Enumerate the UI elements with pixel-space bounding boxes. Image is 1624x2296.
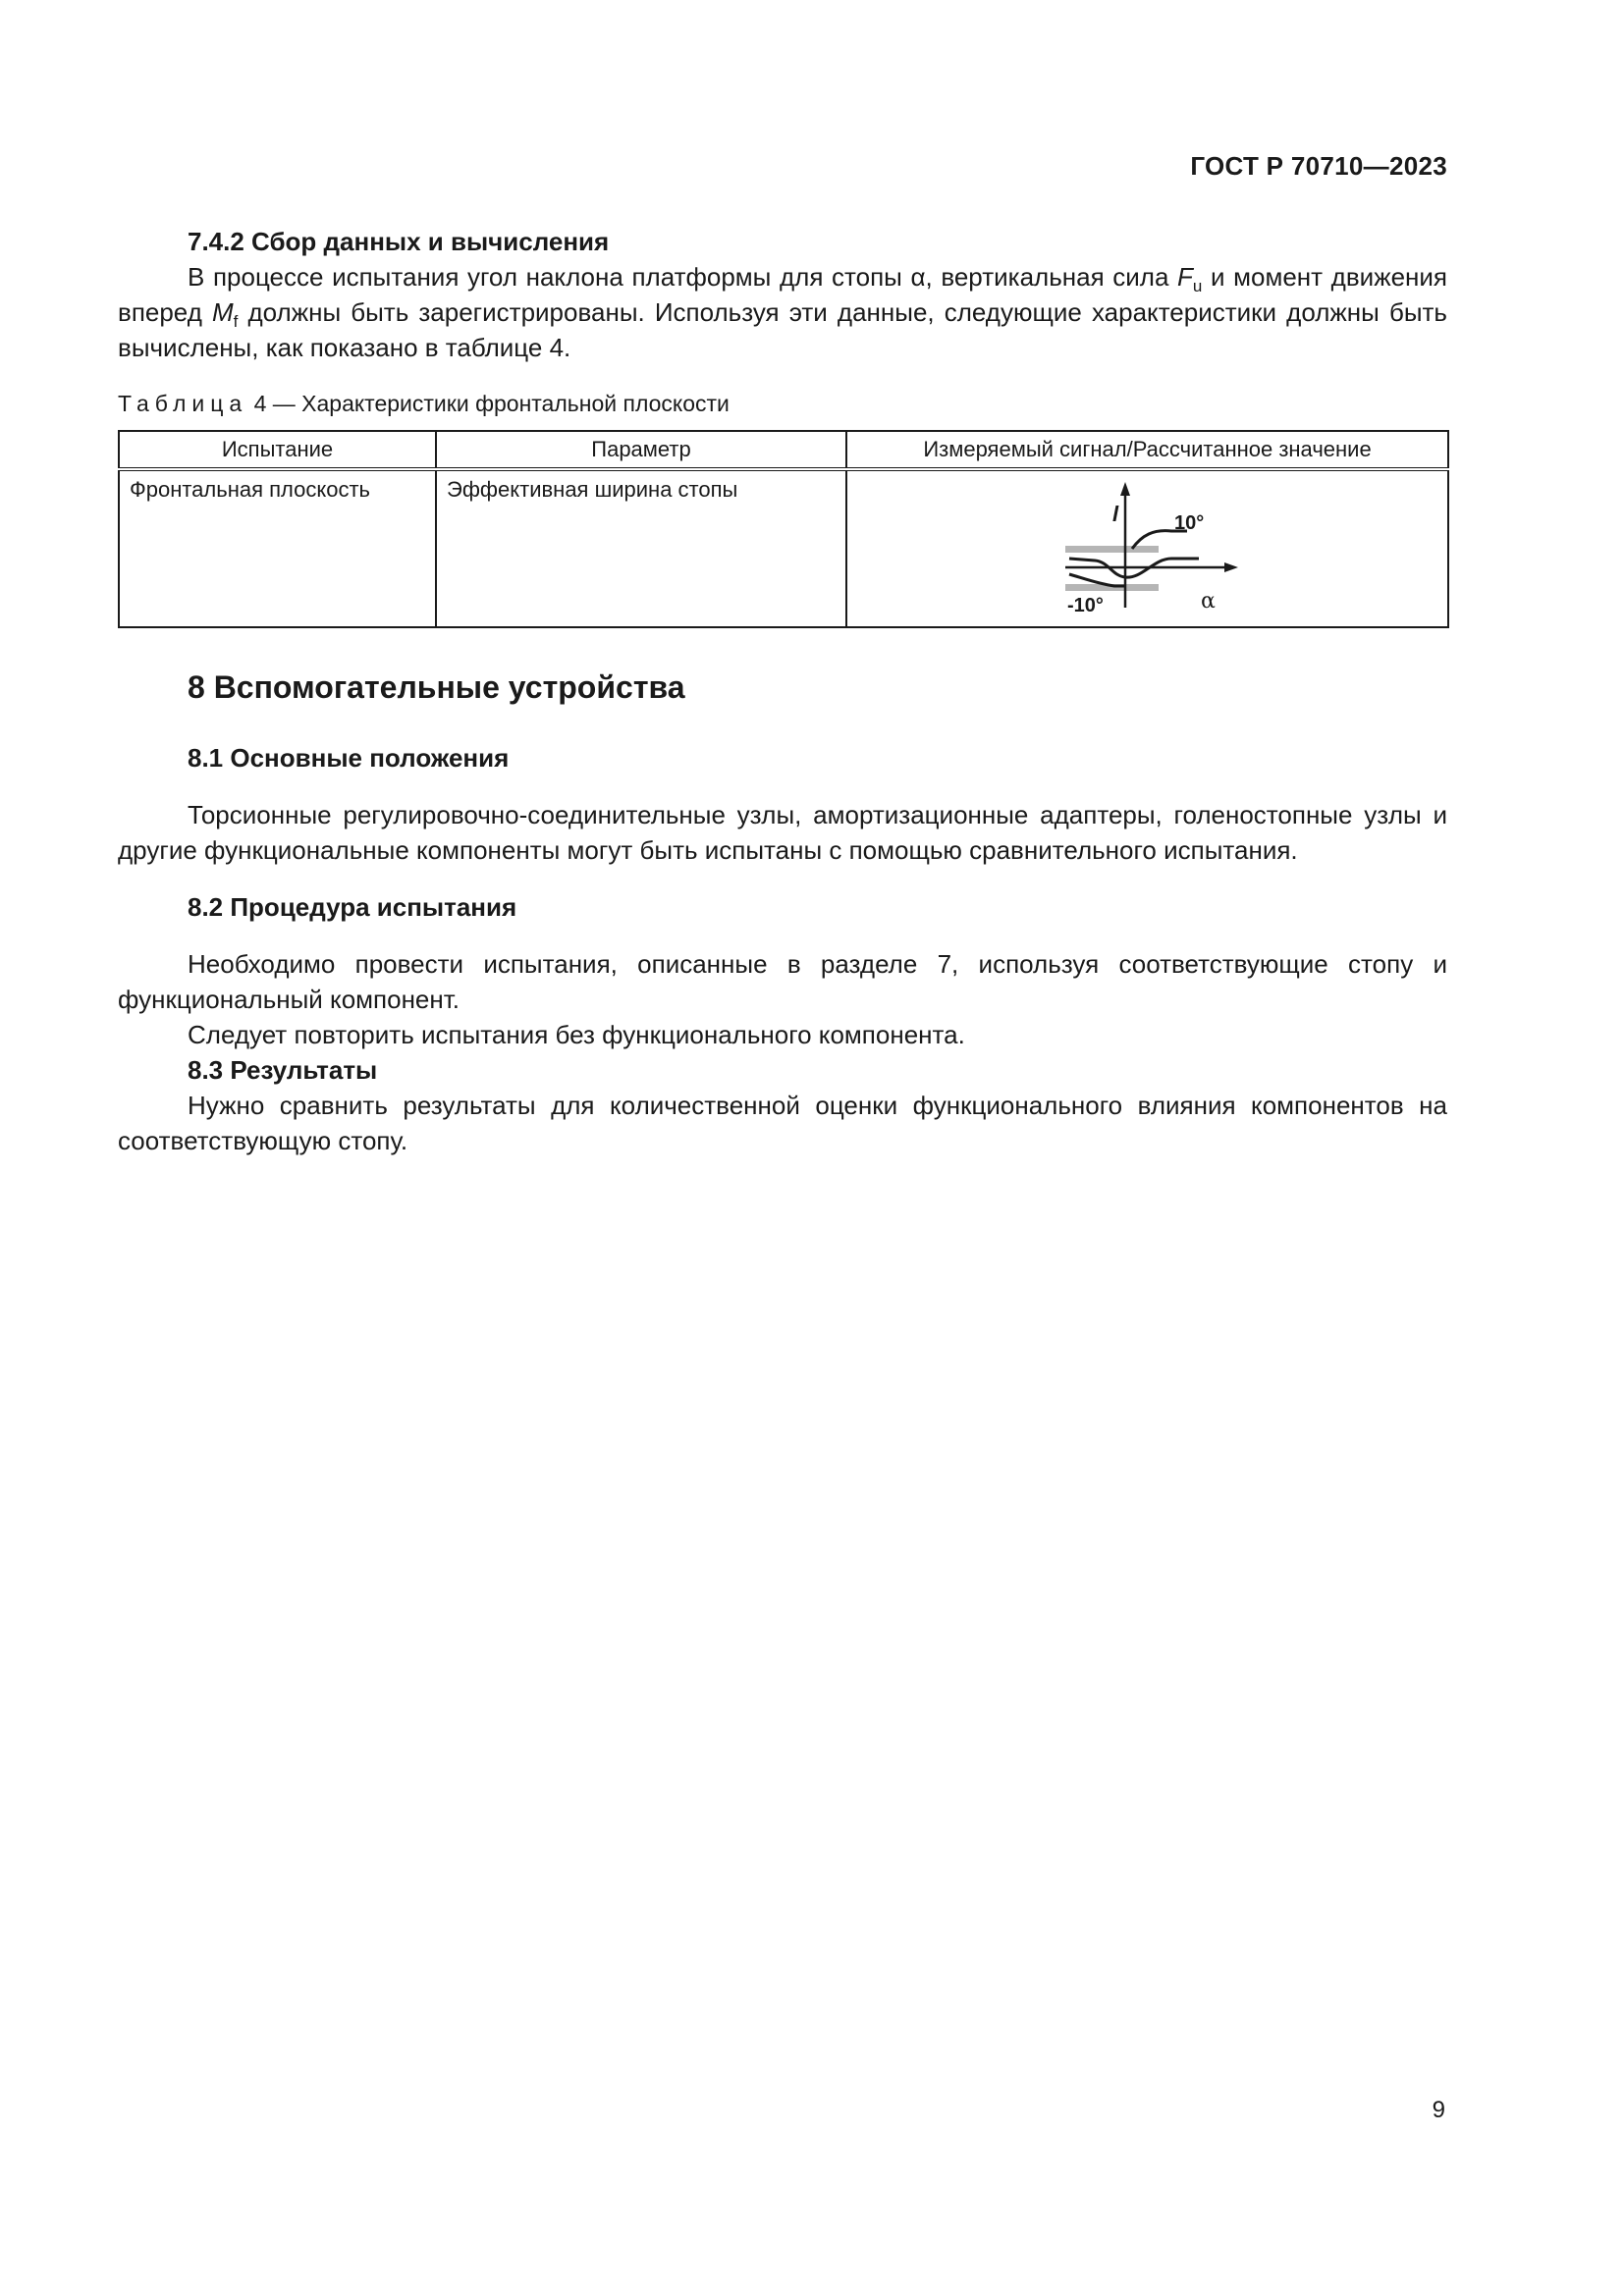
table-4 [118, 430, 1449, 628]
x-axis-arrow [1224, 562, 1238, 572]
var-m: M [211, 297, 234, 327]
var-f-sub: u [1192, 277, 1203, 296]
table-header-row [119, 431, 1448, 469]
section-83-heading: 8.3 Результаты [188, 1055, 378, 1085]
upper-band [1065, 546, 1159, 553]
section-82-heading: 8.2 Процедура испытания [188, 892, 517, 922]
section-8-heading: 8 Вспомогательные устройства [188, 669, 685, 705]
section-81-heading: 8.1 Основные положения [188, 743, 510, 773]
section-742-paragraph [118, 259, 1447, 365]
section-742-heading: 7.4.2 Сбор данных и вычисления [188, 227, 610, 256]
lower-angle-label: -10° [1067, 595, 1104, 616]
page-content [118, 224, 1447, 1158]
para-part-2: и момент движения вперед [118, 262, 1448, 327]
section-82-paragraph-1: Необходимо провести испытания, описанные в разделе 7, используя соответствующие стопу и функциональный компонент. [118, 949, 1447, 1014]
section-83-paragraph: Нужно сравнить результаты для количественной оценки функционального влияния компонентов на соответствующую стопу. [118, 1091, 1447, 1155]
y-axis-label: l [1112, 502, 1119, 526]
section-82-paragraph-2: Следует повторить испытания без функционального компонента. [188, 1020, 965, 1049]
col-header-test: Испытание [119, 431, 436, 469]
foot-width-graph [847, 474, 1449, 617]
table-caption-word: Таблица [118, 391, 248, 416]
table-caption [118, 389, 1447, 418]
upper-angle-label: 10° [1174, 512, 1205, 534]
cell-graph [846, 469, 1448, 627]
table-caption-rest: 4 — Характеристики фронтальной плоскости [247, 391, 730, 416]
y-axis-arrow [1120, 482, 1130, 496]
var-m-sub: f [233, 312, 239, 332]
page-number: 9 [1432, 2097, 1445, 2123]
x-axis-label: α [1201, 589, 1216, 614]
section-81-paragraph: Торсионные регулировочно-соединительные узлы, амортизационные адаптеры, голеностопные узлы и другие функциональные компоненты могут быть испытаны с помощью сравнительного испытания. [118, 800, 1447, 865]
cell-test: Фронтальная плоскость [119, 469, 436, 627]
table-row [119, 469, 1448, 627]
document-code: ГОСТ Р 70710—2023 [1190, 151, 1447, 181]
col-header-signal: Измеряемый сигнал/Рассчитанное значение [846, 431, 1448, 469]
var-f: F [1177, 262, 1193, 292]
cell-parameter: Эффективная ширина стопы [436, 469, 846, 627]
col-header-parameter: Параметр [436, 431, 846, 469]
para-part-1: В процессе испытания угол наклона платформы для стопы α, вертикальная сила [188, 262, 1178, 292]
para-part-3: должны быть зарегистрированы. Используя эти данные, следующие характеристики должны быть вычислены, как показано в таблице 4. [118, 297, 1447, 362]
